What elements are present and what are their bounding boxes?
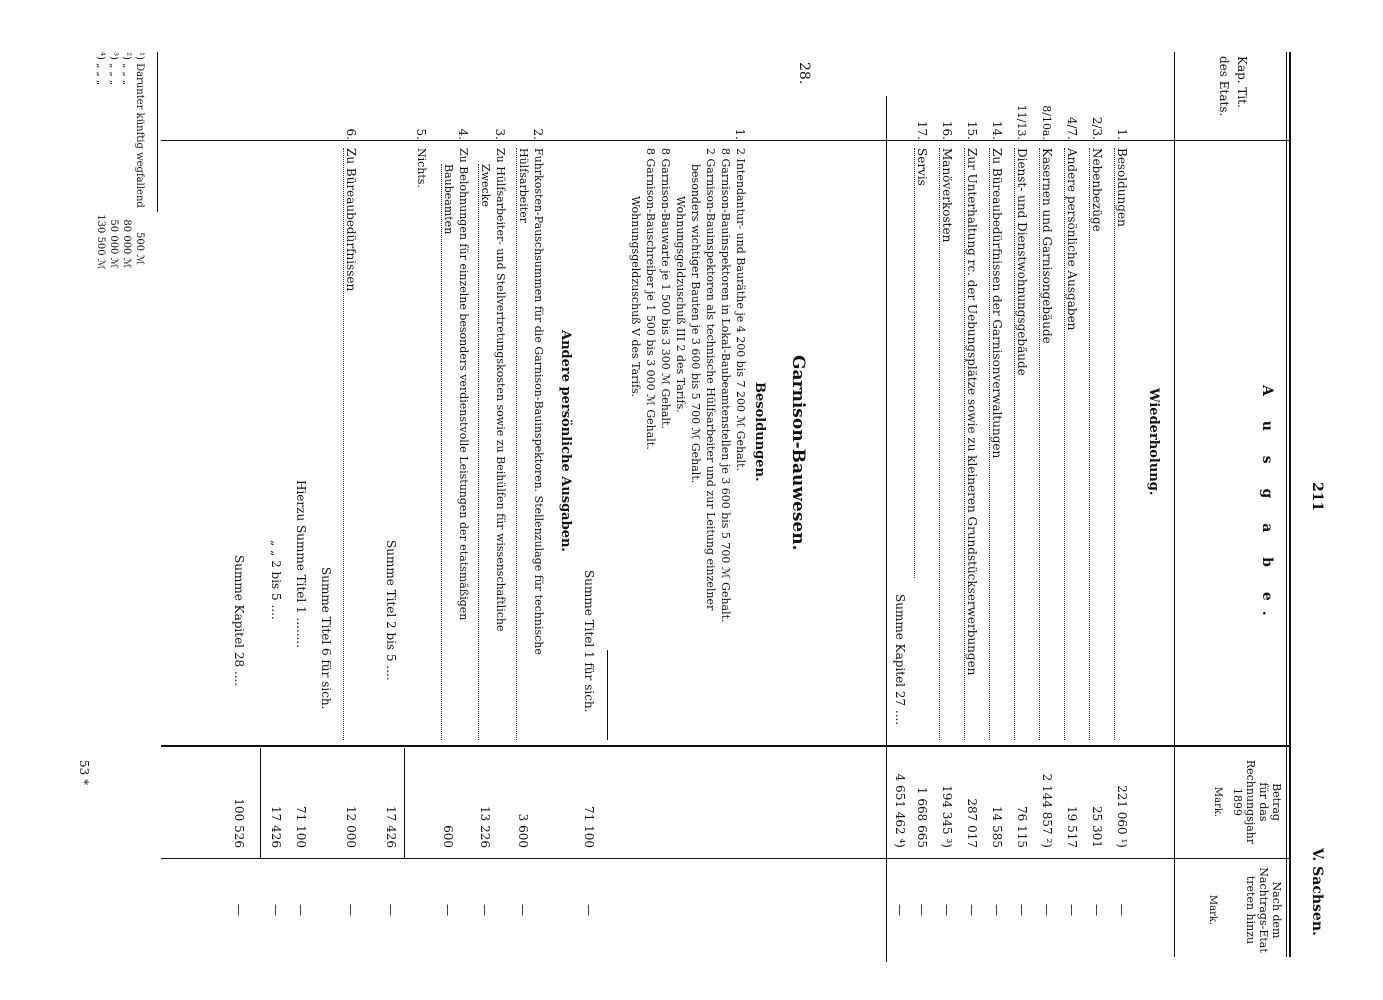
tit-15: 15.	[965, 120, 979, 140]
huelfsarbeiter-line-1: Zu Hülfsarbeiter- und Stellvertretungskosten sowie zu Beihülfen für wissenschaftliche	[494, 148, 507, 632]
titel-1-underline	[607, 650, 608, 740]
dfg-credit	[0, 605, 16, 995]
hierzu-titel-2-5-extra: —	[269, 904, 283, 916]
tit-28-3: 3.	[493, 128, 507, 140]
footnote-3: ³) „ „ „ 50 000 ℳ	[108, 52, 119, 269]
extra-besoldungen: —	[1115, 904, 1129, 916]
sum-titel-1-extra: —	[582, 904, 596, 916]
amount-bureaubeduerfnisse-28: 12 000	[344, 806, 358, 848]
amount-col-divider	[161, 745, 1291, 747]
fuhrkosten-line-2: Hülfsarbeiter	[516, 148, 530, 740]
amount-uebungsplaetze: 287 017	[965, 798, 979, 848]
row-kasernen: Kasernen und Garnisongebäude	[1039, 148, 1054, 740]
hierzu-titel-1-label: Hierzu Summe Titel 1 ........	[294, 480, 308, 649]
tit-11-13: 11/13.	[1015, 104, 1028, 140]
footnote-2: ²) „ „ „ 80 000 ℳ	[121, 52, 132, 269]
top-rule-thin	[1286, 52, 1287, 957]
footnote-1: ¹) Darunter künftig wegfallend 500 ℳ	[134, 52, 145, 265]
garnison-heading: Garnison-Bauwesen.	[788, 355, 808, 551]
tit-4-7: 4/7.	[1065, 116, 1079, 140]
extra-huelfsarbeiter: —	[478, 904, 492, 916]
besoldung-line-3: 2 Garnison-Bauinspektoren als technische Hülfsarbeiter und zur Leitung einzelner	[704, 148, 717, 611]
nichts-label: Nichts.	[415, 148, 428, 188]
etats-header: des Etats.	[1217, 56, 1231, 117]
footnote-rule	[157, 52, 158, 212]
besoldung-line-8: Wohnungsgeldzuschuß V des Tarifs.	[629, 196, 642, 398]
row-bureaubeduerfnisse-28: Zu Büreaubedürfnissen	[343, 148, 358, 740]
tit-28-4: 4.	[456, 128, 470, 140]
extra-andere-ausgaben: —	[1065, 904, 1079, 916]
hierzu-titel-2-5-label: „ „ 2 bis 5 ....	[269, 540, 283, 620]
sheet-signature: 53 *	[77, 760, 91, 786]
kap-col-divider	[161, 140, 1291, 141]
tit-2-3: 2/3.	[1090, 116, 1104, 140]
besoldung-line-2: 8 Garnison-Bauinspektoren in Lokal-Baubeamtenstellen je 3 600 bis 5 700 ℳ Gehalt.	[719, 148, 732, 623]
extra-dienstgebaeude: —	[1015, 904, 1029, 916]
hierzu-titel-2-5-amount: 17 426	[269, 806, 283, 848]
fuhrkosten-line-1: Fuhrkosten-Pauschsummen für die Garnison-Bauinspektoren. Stellenzulage für technische	[532, 148, 545, 655]
sum-titel-6-label: Summe Titel 6 für sich.	[319, 567, 333, 710]
tit-14: 14.	[990, 120, 1004, 140]
row-servis: Servis	[914, 148, 929, 740]
tit-28-5: 5.	[414, 128, 428, 140]
extra-nebenbezuege: —	[1090, 904, 1104, 916]
sum-titel-2-5-label: Summe Titel 2 bis 5 ....	[384, 540, 398, 681]
row-dienstgebaeude: Dienst- und Dienstwohnungsgebäude	[1014, 148, 1029, 740]
kapitel-28-rule	[886, 96, 887, 962]
besoldung-line-1: 2 Intendantur- und Bauräthe je 4 200 bis 7 200 ℳ Gehalt.	[734, 148, 747, 472]
extra-manoeverkosten: —	[940, 904, 954, 916]
top-rule	[1289, 52, 1291, 957]
tit-1: 1.	[1115, 128, 1129, 140]
extra-fuhrkosten: —	[516, 904, 530, 916]
sum-kapitel-27-label: Summe Kapitel 27 ....	[893, 594, 907, 726]
sum-titel-2-5-amount: 17 426	[384, 806, 398, 848]
extra-bureaubeduerfnisse: —	[990, 904, 1004, 916]
extra-uebungsplaetze: —	[965, 904, 979, 916]
extra-col-divider	[161, 858, 1291, 859]
sum-kapitel-28-amount: 100 526	[232, 798, 246, 848]
extra-servis: —	[915, 904, 929, 916]
row-besoldungen: Besoldungen	[1114, 148, 1129, 740]
besoldung-line-7: 8 Garnison-Bauschreiber je 1 500 bis 3 000 ℳ Gehalt.	[644, 148, 657, 450]
wiederholung-heading: Wiederholung.	[1146, 388, 1161, 496]
sum-titel-2-5-extra: —	[384, 904, 398, 916]
state-heading: V. Sachsen.	[1309, 848, 1325, 936]
sum-kapitel-27-amount: 4 651 462 ⁴)	[893, 773, 907, 848]
besoldung-line-5: Wohnungsgeldzuschuß III 2 des Tarifs.	[674, 196, 687, 413]
page-number: 211	[1309, 482, 1325, 512]
amount-belohnungen: 600	[441, 825, 455, 848]
tit-8-10a: 8/10a.	[1040, 105, 1053, 140]
andere-ausgaben-heading: Andere persönliche Ausgaben.	[558, 330, 573, 552]
sum-titel-1-amount: 71 100	[582, 806, 596, 848]
kapitel-28-number: 28.	[796, 62, 812, 85]
amount-servis: 1 668 665	[915, 786, 929, 848]
amount-nebenbezuege: 25 301	[1090, 806, 1104, 848]
amount-dienstgebaeude: 76 115	[1015, 806, 1029, 848]
footnote-4: ⁴) „ „ „ 130 500 ℳ	[95, 52, 106, 270]
belohnungen-line-2: Baubeamten	[441, 164, 455, 740]
amount-1899-header: Betrag für das Rechnungsjahr 1899 Mark.	[1212, 759, 1283, 845]
hierzu-titel-1-extra: —	[294, 904, 308, 916]
header-rule	[1174, 52, 1175, 957]
sum-kapitel-28-extra: —	[232, 904, 246, 916]
extra-kasernen: —	[1040, 904, 1054, 916]
nachtrag-header: Nach dem Nachtrags-Etat treten hinzu Mark.	[1207, 867, 1283, 953]
amount-fuhrkosten: 3 600	[516, 813, 530, 848]
hierzu-titel-1-amount: 71 100	[294, 806, 308, 848]
amount-kasernen: 2 144 857 ²)	[1040, 773, 1054, 848]
amount-manoeverkosten: 194 345 ³)	[940, 785, 954, 848]
amount-besoldungen: 221 060 ¹)	[1115, 785, 1129, 848]
belohnungen-line-1: Zu Belohnungen für einzelne besonders verdienstvolle Leistungen der etatsmäßigen	[457, 148, 470, 621]
row-bureaubeduerfnisse: Zu Büreaubedürfnissen der Garnisonverwaltungen	[989, 148, 1004, 740]
sum-kapitel-28-label: Summe Kapitel 28 ....	[232, 555, 246, 687]
amount-bureaubeduerfnisse: 14 585	[990, 806, 1004, 848]
row-manoeverkosten: Manöverkosten	[939, 148, 954, 740]
tit-28-6: 6.	[344, 128, 358, 140]
tit-17: 17.	[915, 120, 929, 140]
kap-tit-header: Kap. Tit.	[1235, 56, 1249, 108]
besoldung-line-6: 8 Garnison-Bauwarte je 1 500 bis 3 300 ℳ Gehalt.	[659, 148, 672, 429]
row-nebenbezuege: Nebenbezüge	[1089, 148, 1104, 740]
tit-28-1: 1.	[733, 128, 747, 140]
besoldungen-heading: Besoldungen.	[752, 382, 767, 482]
huelfsarbeiter-line-2: Zwecke	[478, 164, 492, 740]
kapitel-28-sum-rule	[260, 748, 261, 858]
amount-huelfsarbeiter: 13 226	[478, 806, 492, 848]
sum-titel-1-label: Summe Titel 1 für sich.	[582, 570, 596, 713]
titel-2-5-rule	[404, 748, 405, 858]
tit-16: 16.	[940, 120, 954, 140]
extra-belohnungen: —	[441, 904, 455, 916]
tit-28-2: 2.	[531, 128, 545, 140]
row-uebungsplaetze: Zur Unterhaltung rc. der Uebungsplätze sowie zu kleineren Grundstückserwerbungen	[964, 148, 979, 740]
amount-andere-ausgaben: 19 517	[1065, 806, 1079, 848]
section-heading: A u s g a b e.	[1259, 385, 1275, 626]
row-andere-ausgaben: Andere persönliche Ausgaben	[1064, 148, 1079, 740]
besoldung-line-4: besonders wichtiger Bauten je 3 600 bis 5 700 ℳ Gehalt.	[689, 164, 702, 484]
sum-kapitel-27-extra: —	[893, 904, 907, 916]
extra-bureaubeduerfnisse-28: —	[344, 904, 358, 916]
